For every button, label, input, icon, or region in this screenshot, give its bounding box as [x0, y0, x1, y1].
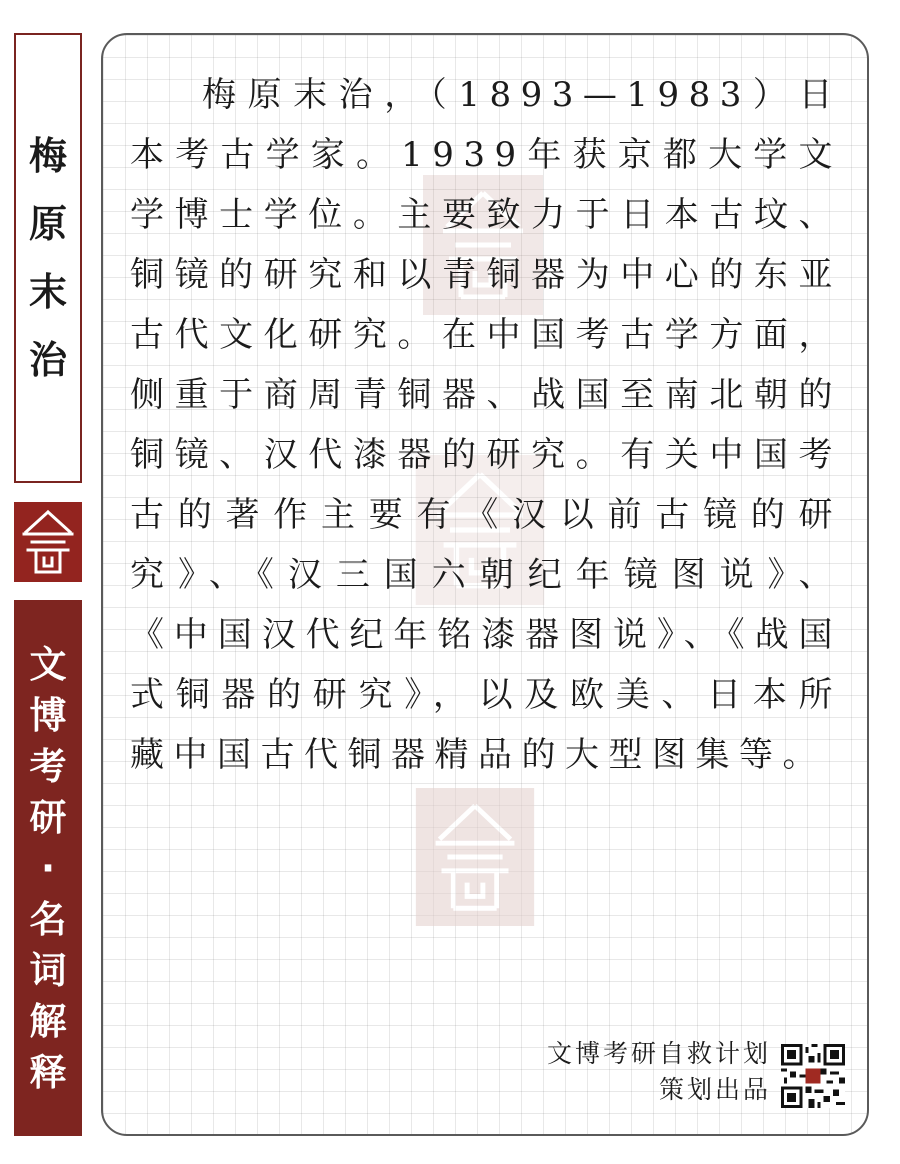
credit-line: 策划出品	[658, 1075, 771, 1104]
title-char: 梅	[28, 134, 67, 178]
series-char: 释	[29, 1050, 67, 1094]
series-char: 博	[29, 693, 67, 737]
watermark-seal-icon	[415, 788, 535, 926]
series-char: 名	[29, 897, 67, 941]
credit	[547, 1036, 771, 1108]
series-char: 解	[29, 999, 67, 1043]
series-char: 词	[29, 948, 67, 992]
series-char: 文	[29, 642, 67, 686]
series-char: 研	[29, 795, 67, 839]
series-label	[14, 600, 82, 1136]
term-title	[14, 33, 82, 483]
title-char: 末	[28, 270, 67, 314]
entry-text: 梅原末治，（1893—1983）日本考古学家。1939年获京都大学文学博士学位。主要致力于日本古坟、铜镜的研究和以青铜器为中心的东亚古代文化研究。在中国考古学方面，侧重于商周青铜器、战国至南北朝的铜镜、汉代漆器的研究。有关中国考古的著作主要有《汉以前古镜的研究》、《汉三国六朝纪年镜图说》、《中国汉代纪年铭漆器图说》、《战国式铜器的研究》，以及欧美、日本所藏中国古代铜器精品的大型图集等。	[130, 75, 842, 775]
credit-line: 文博考研自救计划	[546, 1039, 771, 1068]
title-char: 原	[28, 202, 67, 246]
entry-card	[101, 33, 869, 1136]
title-char: 治	[28, 338, 67, 382]
series-char: 考	[29, 744, 67, 788]
series-char: ·	[40, 846, 56, 890]
qr-code-icon[interactable]	[781, 1044, 845, 1108]
logo-seal-icon	[14, 502, 82, 582]
